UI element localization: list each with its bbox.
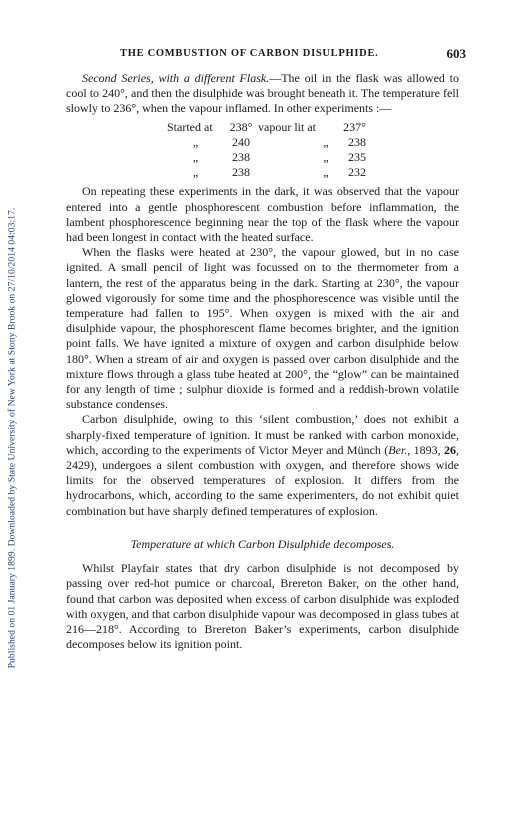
citation-volume: 26: [444, 442, 456, 457]
table-cell: 235: [347, 150, 366, 165]
table-cell: 238: [232, 165, 250, 180]
table-cell: 240: [232, 134, 250, 149]
table-cell: 238: [347, 134, 366, 149]
paragraph-flask-heating: When the flasks were heated at 230°, the vapour glowed, but in no case ignited. A small pencil of light was focussed on to the thermometer from a lantern, the rest of the apparatus being in the dark. Starting at 230°, the vapour glowed vigorously for some time and the phosphorescence was visible until the temperature had fallen to 195°. When oxygen is mixed with the air and disulphide vapour, the phosphorescent flame becomes brighter, and the ignition point falls. We have ignited a mixture of oxygen and carbon disulphide below 180°. When a stream of air and oxygen is passed over carbon disulphide and the mixture flows through a glass tube heated at 200°, the “glow” can be maintained for any length of time ; sulphur dioxide is formed and a reddish-brown volatile substance condenses.: [66, 245, 459, 412]
table-row: [167, 120, 366, 135]
table-cell: 238°: [229, 119, 253, 134]
table-cell: „: [192, 150, 199, 165]
table-cell: „: [323, 150, 329, 165]
page-header: [68, 46, 466, 64]
temperature-readings-table: [167, 120, 366, 181]
table-row: [167, 150, 366, 165]
table-cell: Started at: [167, 119, 213, 134]
section-heading: Temperature at which Carbon Disulphide decomposes.: [130, 536, 395, 551]
table-cell: 237°: [343, 119, 366, 134]
table-cell: 232: [347, 165, 366, 180]
paragraph-text: , undergoes a silent combustion with oxygen, and therefore shows wide limits for the observed temperatures of explosion. It differs from the hydrocarbons, which, according to the same experimenters, do not exhibit quiet combination but have sharply defined temperatures of explosion.: [66, 458, 459, 518]
citation-journal: Ber.: [388, 442, 408, 457]
page-number: 603: [446, 46, 466, 61]
table-cell: 238: [232, 150, 250, 165]
paragraph-silent-combustion: [66, 412, 459, 518]
table-cell: „: [323, 165, 329, 180]
paragraph-second-series: [66, 71, 459, 117]
table-cell: vapour lit at: [258, 119, 316, 134]
table-cell: [258, 150, 316, 165]
table-cell: [316, 120, 336, 135]
table-row: [167, 165, 366, 180]
paragraph-text: Carbon disulphide, owing to this ‘silent combustion,’ does not exhibit a sharply-fixed temperature of ignition. It must be ranked with carbon monoxide, which, according to the experiments of Victor Meyer and Münch (: [66, 412, 459, 457]
table-cell: „: [323, 134, 329, 149]
paragraph-decomposition: Whilst Playfair states that dry carbon disulphide is not decomposed by passing over red-hot pumice or charcoal, Brereton Baker, on the other hand, found that carbon was deposited when excess of carbon disulphide was exploded with oxygen, and that carbon disulphide vapour was decomposed in glass tubes at 216—218°. According to Brereton Baker’s experiments, carbon disulphide decomposes below its ignition point.: [66, 561, 459, 652]
provenance-text: Published on 01 January 1899. Downloaded by State University of New York at Stony Brook on 27/10/2014 04:03:17.: [6, 207, 18, 669]
table-row: [167, 135, 366, 150]
paragraph-text: —The oil in the flask was allowed to cool to 240°, and then the disulphide was brought beneath it. The temperature fell slowly to 236°, when the vapour inflamed. In other experiments :—: [66, 71, 459, 116]
citation-page: , 2429): [66, 442, 459, 473]
provenance-sidebar: [0, 0, 24, 816]
table-cell: [258, 165, 316, 180]
paragraph-dark-experiments: On repeating these experiments in the dark, it was observed that the vapour entered into a gentle phosphorescent combustion before inflammation, the lambent phosphorescence beginning near the top of the flask where the vapour had been longest in contact with the heated surface.: [66, 184, 459, 245]
article-body: [66, 71, 459, 652]
citation-year: , 1893,: [407, 442, 444, 457]
table-cell: „: [192, 165, 199, 180]
running-title: THE COMBUSTION OF CARBON DISULPHIDE.: [120, 48, 379, 59]
table-cell: „: [192, 134, 199, 149]
run-in-heading: Second Series, with a different Flask.: [82, 71, 270, 85]
table-cell: [258, 135, 316, 150]
